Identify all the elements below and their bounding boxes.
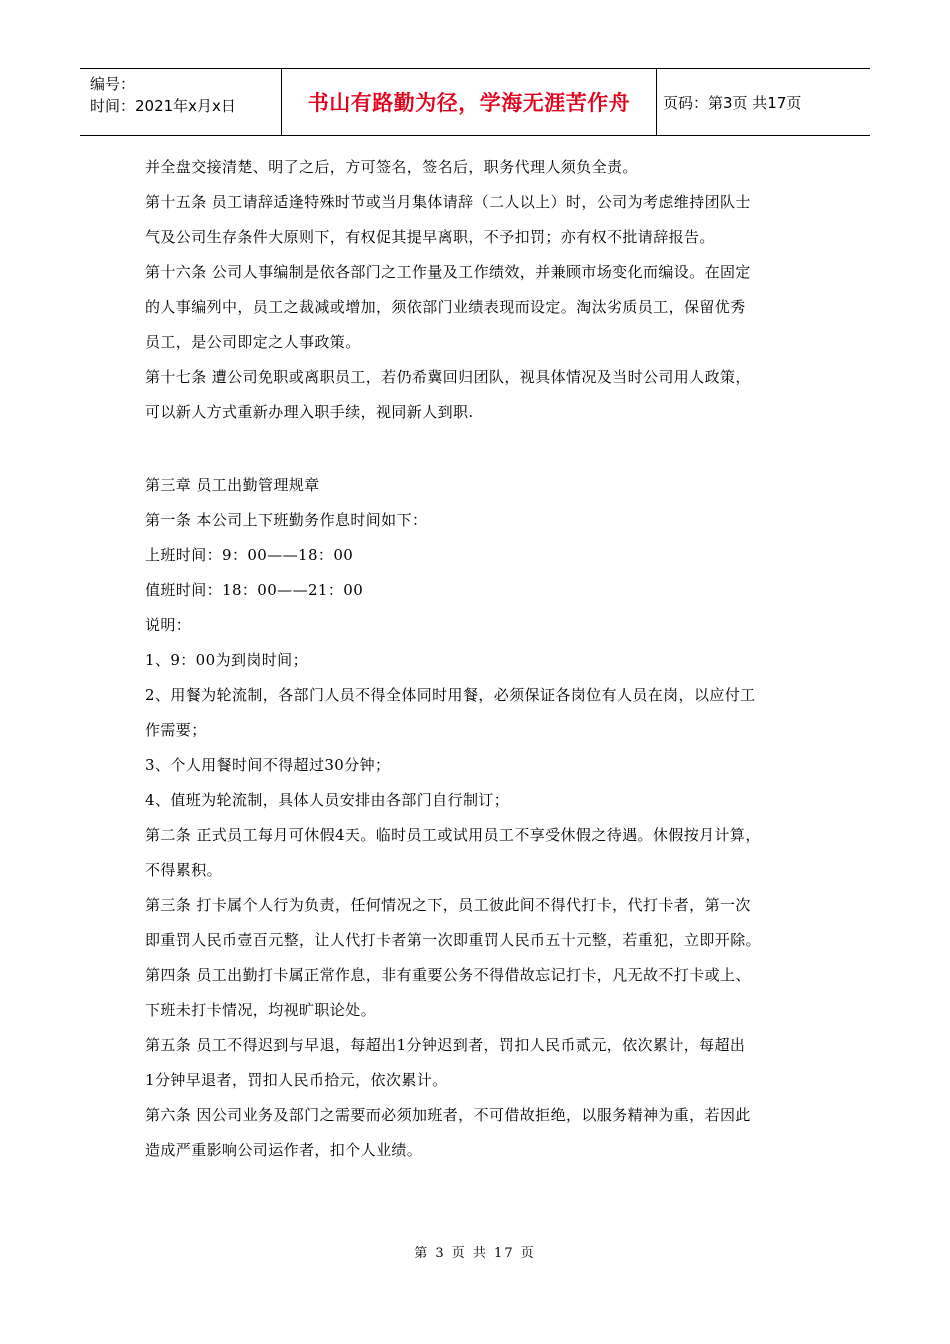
chapter-text-line: 第六条 因公司业务及部门之需要而必须加班者，不可借故拒绝，以服务精神为重，若因此 — [145, 1106, 751, 1124]
document-header — [80, 68, 870, 136]
chapter-text-line: 第三条 打卡属个人行为负责，任何情况之下，员工彼此间不得代打卡，代打卡者，第一次 — [145, 896, 751, 914]
text-line: 的人事编列中，员工之裁减或增加，须依部门业绩表现而设定。淘汰劣质员工，保留优秀 — [145, 298, 746, 316]
chapter-text-line: 说明： — [145, 616, 192, 634]
chapter-text-line: 2、用餐为轮流制，各部门人员不得全体同时用餐，必须保证各岗位有人员在岗，以应付工 — [145, 686, 756, 704]
section-gap — [145, 430, 815, 468]
chapter-text-line: 第一条 本公司上下班勤务作息时间如下： — [145, 511, 428, 529]
text-line: 可以新人方式重新办理入职手续，视同新人到职. — [145, 403, 474, 421]
page-footer: 第 3 页 共 17 页 — [414, 1246, 536, 1261]
chapter-text-line: 3、个人用餐时间不得超过30分钟； — [145, 756, 391, 774]
chapter-text-line: 4、值班为轮流制，具体人员安排由各部门自行制订； — [145, 791, 510, 809]
text-line: 第十七条 遭公司免职或离职员工，若仍希冀回归团队，视具体情况及当时公司用人政策， — [145, 368, 751, 386]
chapter-text-line: 第五条 员工不得迟到与早退，每超出1分钟迟到者，罚扣人民币贰元，依次累计，每超出 — [145, 1036, 746, 1054]
text-line: 员工，是公司即定之人事政策。 — [145, 333, 361, 351]
document-body — [145, 150, 815, 1168]
paragraph-block — [145, 150, 815, 430]
chapter-text-line: 1、9：00为到岗时间； — [145, 651, 308, 669]
chapter-text-line: 第三章 员工出勤管理规章 — [145, 476, 320, 494]
text-line: 第十五条 员工请辞适逢特殊时节或当月集体请辞（二人以上）时，公司为考虑维持团队士 — [145, 193, 751, 211]
chapter-block — [145, 468, 815, 1168]
text-line: 并全盘交接清楚、明了之后，方可签名，签名后，职务代理人须负全责。 — [145, 158, 638, 176]
time-label: 时间：2021年x月x日 — [90, 97, 236, 115]
number-label: 编号： — [90, 75, 136, 93]
header-motto: 书山有路勤为径，学海无涯苦作舟 — [282, 69, 657, 135]
header-meta — [80, 69, 282, 135]
text-line: 气及公司生存条件大原则下，有权促其提早离职，不予扣罚；亦有权不批请辞报告。 — [145, 228, 715, 246]
chapter-text-line: 第二条 正式员工每月可休假4天。临时员工或试用员工不享受休假之待遇。休假按月计算， — [145, 826, 761, 844]
text-line: 第十六条 公司人事编制是依各部门之工作量及工作绩效，并兼顾市场变化而编设。在固定 — [145, 263, 751, 281]
chapter-text-line: 不得累积。 — [145, 861, 223, 879]
chapter-text-line: 作需要； — [145, 721, 207, 739]
chapter-text-line: 上班时间：9：00——18：00 — [145, 546, 354, 564]
chapter-text-line: 1分钟早退者，罚扣人民币拾元，依次累计。 — [145, 1071, 448, 1089]
chapter-text-line: 第四条 员工出勤打卡属正常作息，非有重要公务不得借故忘记打卡，凡无故不打卡或上、 — [145, 966, 751, 984]
chapter-text-line: 下班未打卡情况，均视旷职论处。 — [145, 1001, 377, 1019]
chapter-text-line: 即重罚人民币壹百元整，让人代打卡者第一次即重罚人民币五十元整，若重犯，立即开除。 — [145, 931, 762, 949]
header-page-info: 页码：第3页 共17页 — [663, 93, 802, 112]
chapter-text-line: 造成严重影响公司运作者，扣个人业绩。 — [145, 1141, 423, 1159]
chapter-text-line: 值班时间：18：00——21：00 — [145, 581, 364, 599]
